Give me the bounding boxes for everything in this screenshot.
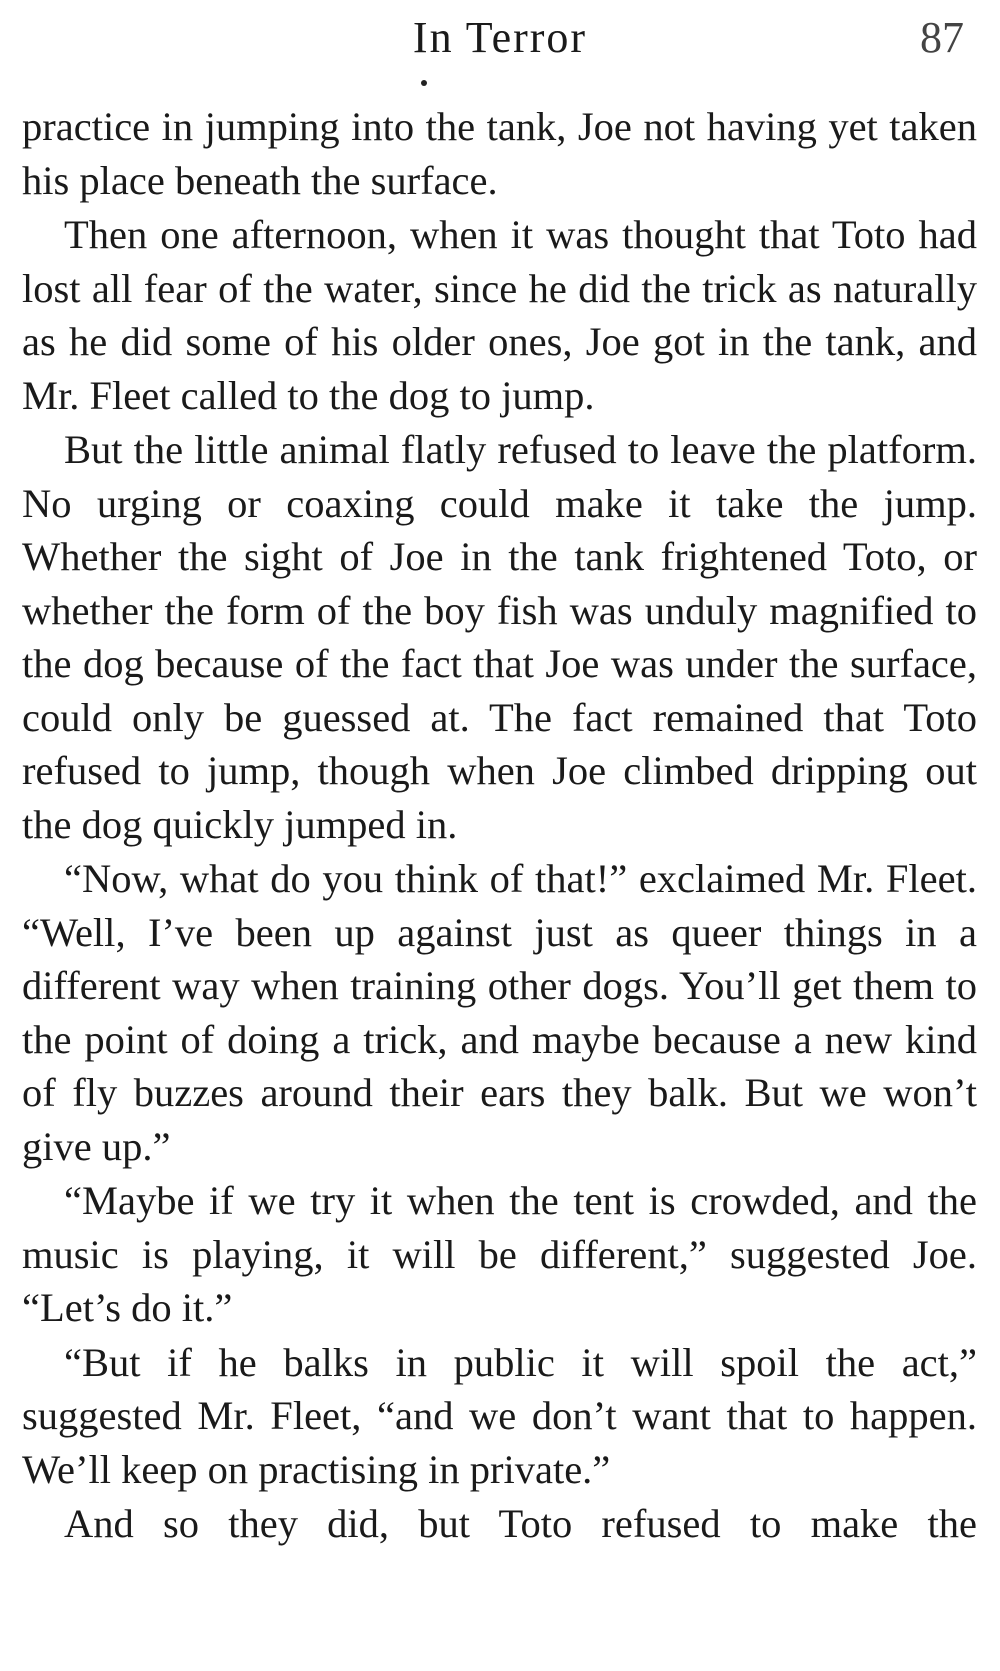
chapter-title: In Terror xyxy=(412,13,588,62)
paragraph-2: Then one afternoon, when it was thought that Toto had lost all fear of the water, since he did the trick as naturally as he did some of his older ones, Joe got in the tank, and Mr. Fleet called to the dog to jump. xyxy=(22,212,977,418)
paragraph-5: “Maybe if we try it when the tent is crowded, and the music is playing, it will be different,” suggested Joe. “Let’s do it.” xyxy=(22,1178,977,1330)
page-number: 87 xyxy=(920,13,964,62)
print-speck xyxy=(421,80,427,86)
paragraph-3: But the little animal flatly refused to leave the platform. No urging or coaxing could make it take the jump. Whether the sight of Joe in the tank frightened Toto, or whether the form of the boy fish was unduly magnified to the dog because of the fact that Joe was under the surface, could only be guessed at. The fact remained that Toto refused to jump, though when Joe climbed dripping out the dog quickly jumped in. xyxy=(22,427,977,847)
body-text xyxy=(22,100,977,1552)
running-head xyxy=(0,8,1000,68)
paragraph-4: “Now, what do you think of that!” exclaimed Mr. Fleet. “Well, I’ve been up against just as queer things in a different way when training other dogs. You’ll get them to the point of doing a trick, and maybe because a new kind of fly buzzes around their ears they balk. But we won’t give up.” xyxy=(22,856,977,1169)
paragraph-7: And so they did, but Toto refused to make the xyxy=(64,1501,977,1546)
paragraph-1: practice in jumping into the tank, Joe not having yet taken his place beneath the surface. xyxy=(22,104,977,203)
paragraph-6: “But if he balks in public it will spoil the act,” suggested Mr. Fleet, “and we don’t want that to happen. We’ll keep on practising in private.” xyxy=(22,1339,977,1492)
